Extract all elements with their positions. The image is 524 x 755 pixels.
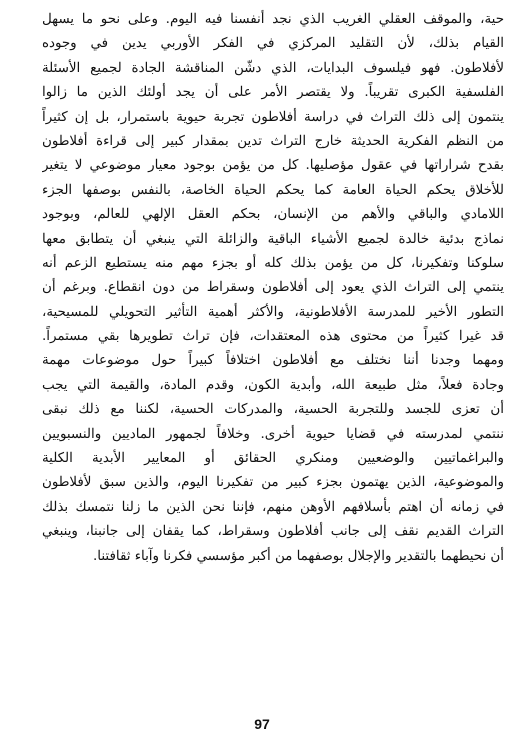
text-line: ننتمي لمدرسته في قضايا حيوية أخرى. وخلافاً لجمهور الماديين والنسبويين <box>42 426 504 442</box>
text-line: أن تعزى للجسد وللتجربة الحسية، والمدركات الحسية، لكننا مع ذلك نبقى <box>42 402 504 418</box>
text-line: سلوكنا وتفكيرنا، كل من يؤمن بذلك كله أو بجزء مهم منه يستطيع الزعم أنه <box>42 255 504 271</box>
text-line: الفلسفية الكبرى تقريباً. ولا يقتصر الأمر على أن يجد أولئك الذين ما زالوا <box>42 85 504 101</box>
body-text <box>42 8 504 569</box>
text-line: قد غيرا كثيراً من محتوى هذه المعتقدات، فإن تراث تطويرها بقي مستمراً. <box>42 329 504 345</box>
text-line: لأفلاطون. فهو فيلسوف البدايات، الذي دشّن المناقشة الجادة لجميع الأسئلة <box>42 60 504 76</box>
text-line: للأخلاق يحكم الحياة العامة كما يحكم الحياة الخاصة، بالنفس بوصفها الجزء <box>42 182 504 198</box>
text-line: أن نحيطهما بالتقدير والإجلال بوصفهما من أكبر مؤسسي فكرنا وآباء ثقافتنا. <box>93 548 504 564</box>
text-line: التطور الأخير للمدرسة الأفلاطونية، والأكثر أهمية التأثير التحويلي للمسيحية، <box>42 304 504 320</box>
text-line: وجادة فعلاً، مثل طبيعة الله، وأبدية الكون، وقدم المادة، والقيمة التي يجب <box>42 377 504 393</box>
text-line: حية، والموقف العقلي الغريب الذي نجد أنفسنا فيه اليوم. وعلى نحو ما يسهل <box>42 12 504 27</box>
text-line: التراث القديم نقف إلى جانب أفلاطون وسقراط، كما يقفان إلى جانبنا، وينبغي <box>42 524 504 540</box>
text-line: بقدح شراراتها في عقول مؤصليها. كل من يؤمن بوجود معيار موضوعي لا يتغير <box>42 158 504 174</box>
text-line: ينتمي إلى التراث الذي يعود إلى أفلاطون وسقراط من دون انقطاع. وبرغم أن <box>42 280 504 296</box>
text-line: نماذج بدئية خالدة لجميع الأشياء الباقية والزائلة التي ينبغي أن يتطابق معها <box>42 231 504 247</box>
text-line: ينتمون إلى ذلك التراث في دراسة أفلاطون تجربة حيوية باستمرار، بل إن كثيراً <box>42 109 504 125</box>
page-number: 97 <box>254 716 270 732</box>
text-line: في زمانه أن اهتم بأسلافهم الأوهن منهم، فإننا نحن الذين ما زلنا نتمسك بذلك <box>42 499 504 515</box>
text-line: والبراغماتيين والوضعيين ومنكري الحقائق أو المعايير الأبدية الكلية <box>42 451 504 467</box>
text-line: والموضوعية، الذين يهتمون بجزء كبير من تفكيرنا اليوم، والذين سبق لأفلاطون <box>42 475 504 491</box>
text-line: ومهما وجدنا أننا نختلف مع أفلاطون اختلافاً كبيراً حول موضوعات مهمة <box>42 353 504 369</box>
text-line: القيام بذلك، لأن التقليد المركزي في الفكر الأوربي يدين في وجوده <box>42 36 504 52</box>
text-line: اللامادي والباقي والأهم من الإنسان، بحكم العقل الإلهي للعالم، وبوجود <box>42 207 504 223</box>
text-line: من النظم الفكرية الحديثة خارج التراث تدين بمقدار كبير إلى قراءة أفلاطون <box>42 133 504 149</box>
